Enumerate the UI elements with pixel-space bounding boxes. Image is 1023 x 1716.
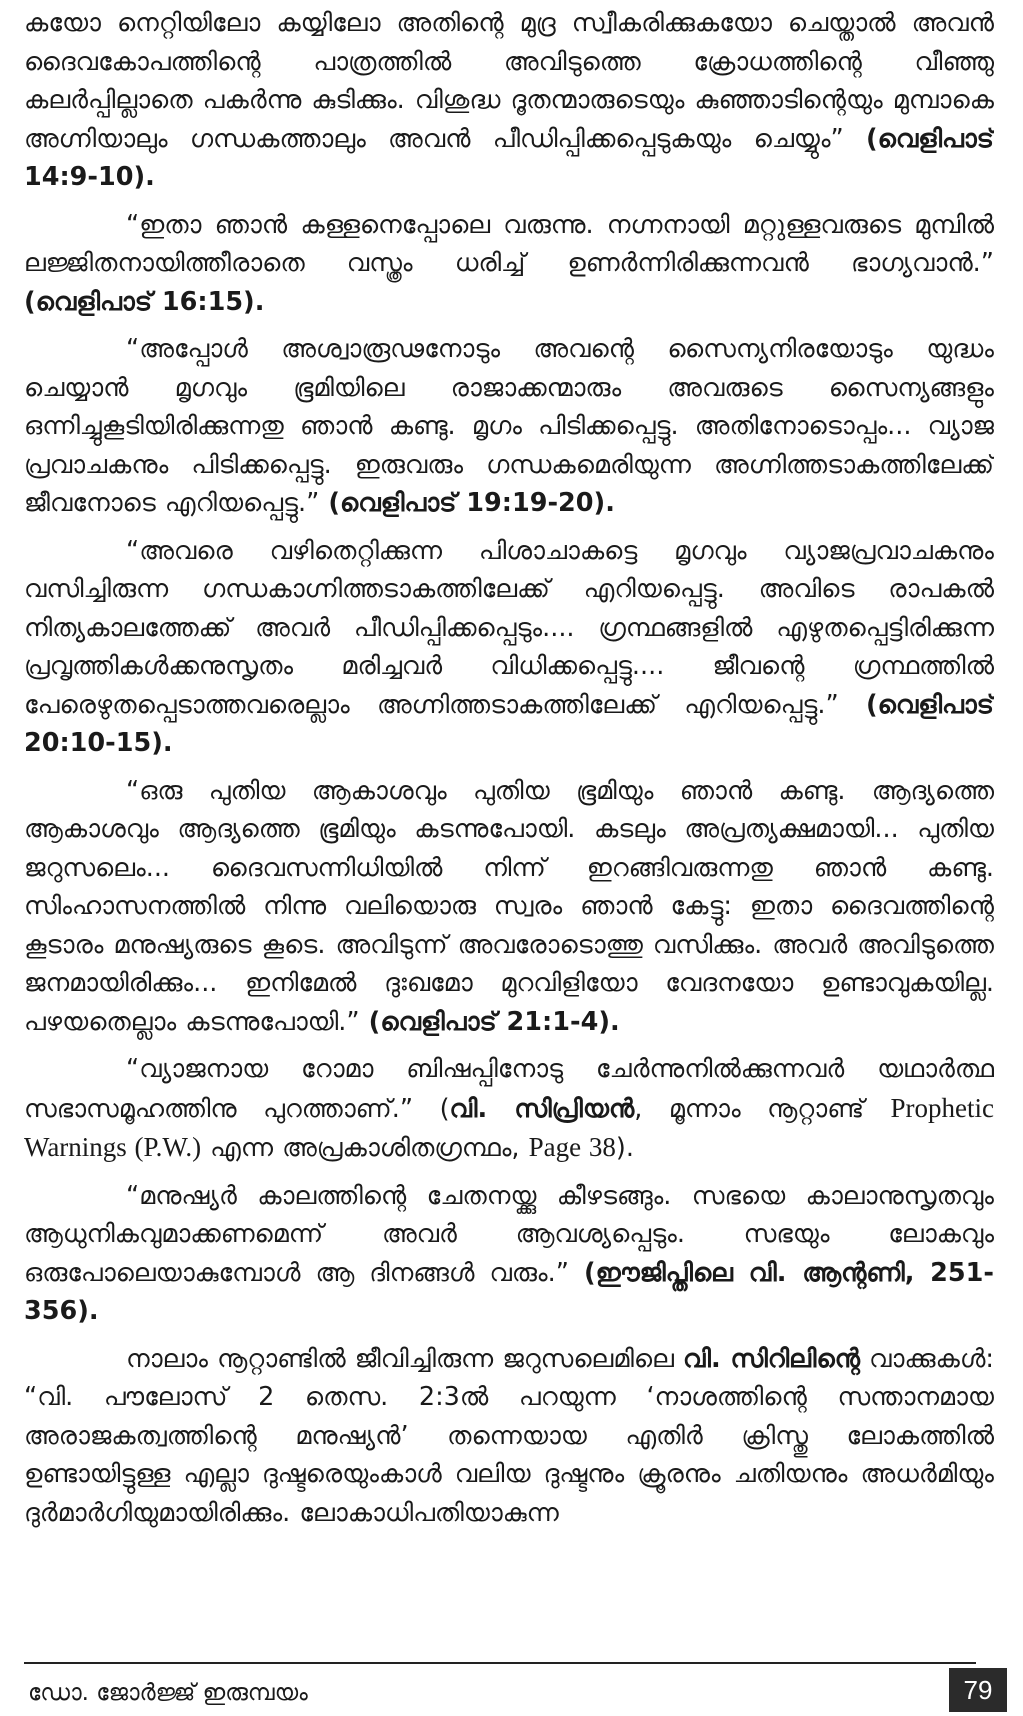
scripture-reference: (വെളിപാട് 14:9-10).: [24, 123, 994, 192]
quote-text: “മനുഷ്യർ കാലത്തിന്റെ ചേതനയ്ക്കു കീഴടങ്ങും. സഭയെ കാലാനുസൃതവും ആധുനികവുമാക്കണമെന്ന് അവർ ആവശ്യപ്പെടും. സഭയും ലോകവും ഒരുപോലെയാകുമ്പോൾ ആ ദിനങ്ങൾ വരും.”: [24, 1180, 994, 1288]
footer-divider: [24, 1662, 976, 1664]
saint-reference: (ഈജിപ്തിലെ വി. ആന്റണി, 251-356).: [24, 1257, 994, 1326]
page-footer: [24, 1662, 994, 1716]
page-number: 79: [949, 1668, 1007, 1712]
paragraph-2: [24, 206, 994, 322]
author-name: ഡോ. ജോർജ്ജ് ഇരുമ്പയം: [28, 1680, 308, 1706]
quote-text: “വ്യാജനായ റോമാ ബിഷപ്പിനോടു ചേർന്നുനിൽക്കുന്നവർ യഥാർത്ഥ സഭാസമൂഹത്തിനു പുറത്താണ്.” (: [24, 1054, 994, 1124]
saint-name: വി. സിപ്രിയൻ: [449, 1093, 635, 1124]
paragraph-text: “അവരെ വഴിതെറ്റിക്കുന്ന പിശാചാകട്ടെ മൃഗവും വ്യാജപ്രവാചകനും വസിച്ചിരുന്ന ഗന്ധകാഗ്നിത്തടാകത്തിലേക്ക് എറിയപ്പെട്ടു. അവിടെ രാപകൽ നിത്യകാലത്തേക്ക് അവർ പീഡിപ്പിക്കപ്പെടും.... ഗ്രന്ഥങ്ങളിൽ എഴുതപ്പെട്ടിരിക്കുന്ന പ്രവൃത്തികൾക്കനുസൃതം മരിച്ചവർ വിധിക്കപ്പെട്ടു.... ജീവന്റെ ഗ്രന്ഥത്തിൽ പേരെഴുതപ്പെടാത്തവരെല്ലാം അഗ്നിത്തടാകത്തിലേക്ക് എറിയപ്പെട്ടു.”: [24, 535, 994, 720]
paragraph-antony: [24, 1177, 994, 1331]
paragraph-text: “ഒരു പുതിയ ആകാശവും പുതിയ ഭൂമിയും ഞാൻ കണ്ടു. ആദ്യത്തെ ആകാശവും ആദ്യത്തെ ഭൂമിയും കടന്നുപോയി. കടലും അപ്രത്യക്ഷമായി... പുതിയ ജറുസലെം... ദൈവസന്നിധിയിൽ നിന്ന് ഇറങ്ങിവരുന്നതു ഞാൻ കണ്ടു. സിംഹാസനത്തിൽ നിന്നു വലിയൊരു സ്വരം ഞാൻ കേട്ടു: ഇതാ ദൈവത്തിന്റെ കൂടാരം മനുഷ്യരുടെ കൂടെ. അവിടുന്ന് അവരോടൊത്തു വസിക്കും. അവർ അവിടുത്തെ ജനമായിരിക്കും... ഇനിമേൽ ദുഃഖമോ മുറവിളിയോ വേദനയോ ഉണ്ടാവുകയില്ല. പഴയതെല്ലാം കടന്നുപോയി.”: [24, 775, 994, 1037]
page-reference: Page 38: [528, 1132, 616, 1162]
paragraph-1: [24, 4, 994, 197]
paragraph-text: കയോ നെറ്റിയിലോ കയ്യിലോ അതിന്റെ മുദ്ര സ്വീകരിക്കുകയോ ചെയ്താൽ അവൻ ദൈവകോപത്തിന്റെ പാത്രത്തിൽ അവിടുത്തെ ക്രോധത്തിന്റെ വീഞ്ഞു കലർപ്പില്ലാതെ പകർന്നു കുടിക്കും. വിശുദ്ധ ദൂതന്മാരുടെയും കുഞ്ഞാടിന്റെയും മുമ്പാകെ അഗ്നിയാലും ഗന്ധകത്താലും അവൻ പീഡിപ്പിക്കപ്പെടുകയും ചെയ്യും”: [24, 8, 994, 154]
intro-text: നാലാം നൂറ്റാണ്ടിൽ ജീവിച്ചിരുന്ന ജറുസലെമിലെ: [126, 1343, 684, 1374]
paragraph-cyril: [24, 1340, 994, 1533]
source-text-2: എന്ന അപ്രകാശിതഗ്രന്ഥം,: [201, 1133, 529, 1163]
source-text: , മൂന്നാം നൂറ്റാണ്ട്: [634, 1093, 891, 1124]
scripture-reference: (വെളിപാട് 21:1-4).: [368, 1006, 620, 1037]
closing-text: ).: [615, 1133, 634, 1163]
paragraph-3: [24, 330, 994, 523]
saint-name: വി. സിറിലിന്റെ: [683, 1343, 861, 1374]
paragraph-cyprian: [24, 1050, 994, 1168]
paragraph-text: “ഇതാ ഞാൻ കള്ളനെപ്പോലെ വരുന്നു. നഗ്നനായി മറ്റുള്ളവരുടെ മുമ്പിൽ ലജ്ജിതനായിത്തീരാതെ വസ്ത്രം ധരിച്ച് ഉണർന്നിരിക്കുന്നവൻ ഭാഗ്യവാൻ.”: [24, 209, 994, 278]
book-title: Prophetic Warnings (P.W.): [24, 1092, 994, 1162]
scripture-reference: (വെളിപാട് 19:19-20).: [328, 488, 615, 518]
document-body: [24, 4, 994, 1604]
paragraph-4: [24, 532, 994, 763]
paragraph-text: “അപ്പോൾ അശ്വാരൂഢനോടും അവന്റെ സൈന്യനിരയോടും യുദ്ധം ചെയ്യാൻ മൃഗവും ഭൂമിയിലെ രാജാക്കന്മാരും അവരുടെ സൈന്യങ്ങളും ഒന്നിച്ചുകൂടിയിരിക്കുന്നതു ഞാൻ കണ്ടു. മൃഗം പിടിക്കപ്പെട്ടു. അതിനോടൊപ്പം... വ്യാജ പ്രവാചകനും പിടിക്കപ്പെട്ടു. ഇരുവരും ഗന്ധകമെരിയുന്ന അഗ്നിത്തടാകത്തിലേക്ക് ജീവനോടെ എറിയപ്പെട്ടു.”: [24, 334, 994, 518]
quote-text: വാക്കുകൾ: “വി. പൗലോസ് 2 തെസ. 2:3ൽ പറയുന്ന ‘നാശത്തിന്റെ സന്താനമായ അരാജകത്വത്തിന്റെ മനുഷ്യൻ’ തന്നെയായ എതിർ ക്രിസ്തു ലോകത്തിൽ ഉണ്ടായിട്ടുള്ള എല്ലാ ദുഷ്ടരെയുംകാൾ വലിയ ദുഷ്ടനും ക്രൂരനും ചതിയനും അധർമിയും ദുർമാർഗിയുമായിരിക്കും. ലോകാധിപതിയാകുന്ന: [24, 1343, 994, 1528]
scripture-reference: (വെളിപാട് 20:10-15).: [24, 689, 994, 758]
paragraph-5: [24, 772, 994, 1042]
scripture-reference: (വെളിപാട് 16:15).: [24, 286, 265, 317]
